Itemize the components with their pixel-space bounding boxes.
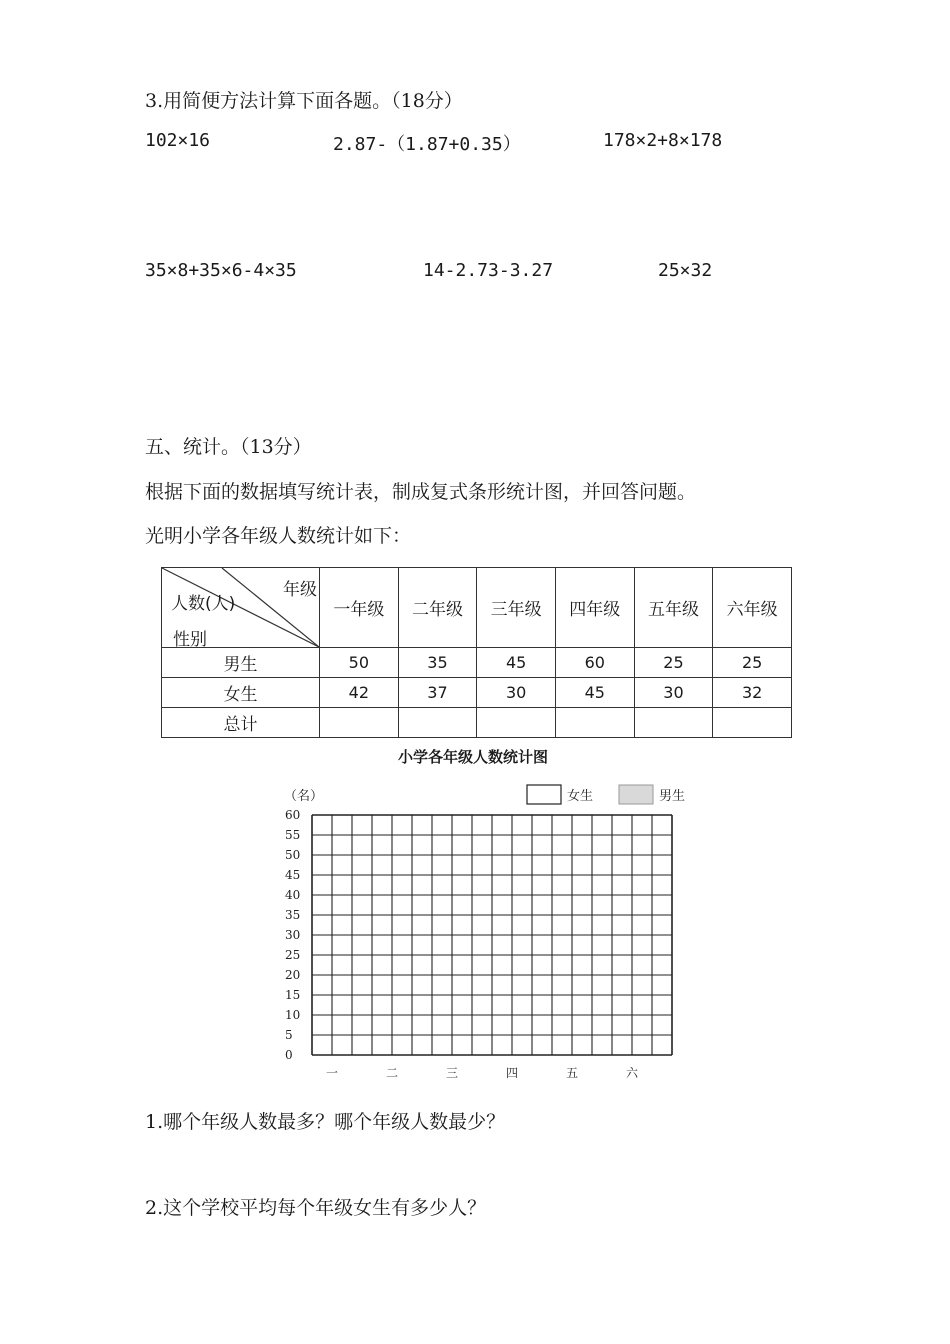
section5-title: 五、统计。（13分） — [145, 436, 312, 458]
section5-instruction: 根据下面的数据填写统计表，制成复式条形统计图，并回答问题。 — [145, 481, 697, 503]
table-row — [162, 678, 792, 708]
x-category-label: 六 — [626, 1066, 639, 1080]
row-label: 总计 — [162, 708, 320, 738]
question-1: 1.哪个年级人数最多？哪个年级人数最少？ — [145, 1111, 506, 1133]
table-cell: 60 — [555, 648, 634, 678]
table-cell: 25 — [634, 648, 713, 678]
y-tick-label: 50 — [285, 848, 301, 862]
grade-header: 三年级 — [477, 568, 556, 648]
problem-5: 14-2.73-3.27 — [423, 260, 554, 281]
grade-header: 一年级 — [320, 568, 399, 648]
corner-label-gender: 性别 — [173, 630, 207, 650]
row-label: 女生 — [162, 678, 320, 708]
table-row — [162, 648, 792, 678]
section3-title: 3.用简便方法计算下面各题。（18分） — [145, 90, 463, 112]
table-cell: 30 — [634, 678, 713, 708]
table-cell-empty — [713, 708, 792, 738]
statistics-table — [161, 567, 792, 738]
y-tick-label: 35 — [285, 908, 301, 922]
y-axis-label: （名） — [284, 789, 324, 804]
table-cell: 42 — [320, 678, 399, 708]
table-cell: 45 — [477, 648, 556, 678]
corner-label-count: 人数(人) — [171, 594, 236, 614]
chart-title: 小学各年级人数统计图 — [398, 748, 549, 766]
bar-chart-grid — [250, 780, 700, 1085]
problem-4: 35×8+35×6-4×35 — [145, 260, 297, 281]
table-cell-empty — [555, 708, 634, 738]
problem-3: 178×2+8×178 — [603, 130, 723, 151]
y-tick-label: 45 — [285, 868, 301, 882]
row-label: 男生 — [162, 648, 320, 678]
table-cell: 25 — [713, 648, 792, 678]
x-category-label: 三 — [446, 1066, 459, 1080]
table-cell: 45 — [555, 678, 634, 708]
grade-header: 六年级 — [713, 568, 792, 648]
y-tick-label: 60 — [285, 808, 301, 822]
problem-2: 2.87-（1.87+0.35） — [333, 134, 521, 155]
grade-header: 四年级 — [555, 568, 634, 648]
table-cell: 37 — [398, 678, 477, 708]
table-cell: 35 — [398, 648, 477, 678]
x-category-label: 一 — [326, 1066, 339, 1080]
table-cell-empty — [634, 708, 713, 738]
problem-1: 102×16 — [145, 130, 211, 151]
y-tick-label: 30 — [285, 928, 301, 942]
table-cell-empty — [477, 708, 556, 738]
legend-swatch-girls — [527, 785, 561, 804]
legend-label-girls: 女生 — [567, 789, 594, 804]
y-tick-label: 25 — [285, 948, 301, 962]
table-cell-empty — [320, 708, 399, 738]
table-cell: 50 — [320, 648, 399, 678]
table-row — [162, 708, 792, 738]
table-cell: 32 — [713, 678, 792, 708]
y-tick-label: 5 — [285, 1028, 293, 1042]
problem-6: 25×32 — [658, 260, 713, 281]
table-cell-empty — [398, 708, 477, 738]
y-tick-label: 15 — [285, 988, 301, 1002]
x-category-label: 四 — [506, 1066, 519, 1080]
y-tick-label: 40 — [285, 888, 301, 902]
table-corner-cell — [162, 568, 320, 648]
y-tick-label: 55 — [285, 828, 301, 842]
y-tick-label: 20 — [285, 968, 301, 982]
section5-intro: 光明小学各年级人数统计如下： — [145, 525, 412, 547]
question-2: 2.这个学校平均每个年级女生有多少人？ — [145, 1197, 487, 1219]
y-tick-label: 10 — [285, 1008, 301, 1022]
grade-header: 二年级 — [398, 568, 477, 648]
corner-label-grade: 年级 — [283, 580, 317, 600]
y-tick-label: 0 — [285, 1048, 293, 1062]
x-category-label: 二 — [386, 1066, 399, 1080]
legend-label-boys: 男生 — [659, 789, 686, 804]
table-cell: 30 — [477, 678, 556, 708]
legend-swatch-boys — [619, 785, 653, 804]
x-category-label: 五 — [566, 1066, 579, 1080]
grade-header: 五年级 — [634, 568, 713, 648]
